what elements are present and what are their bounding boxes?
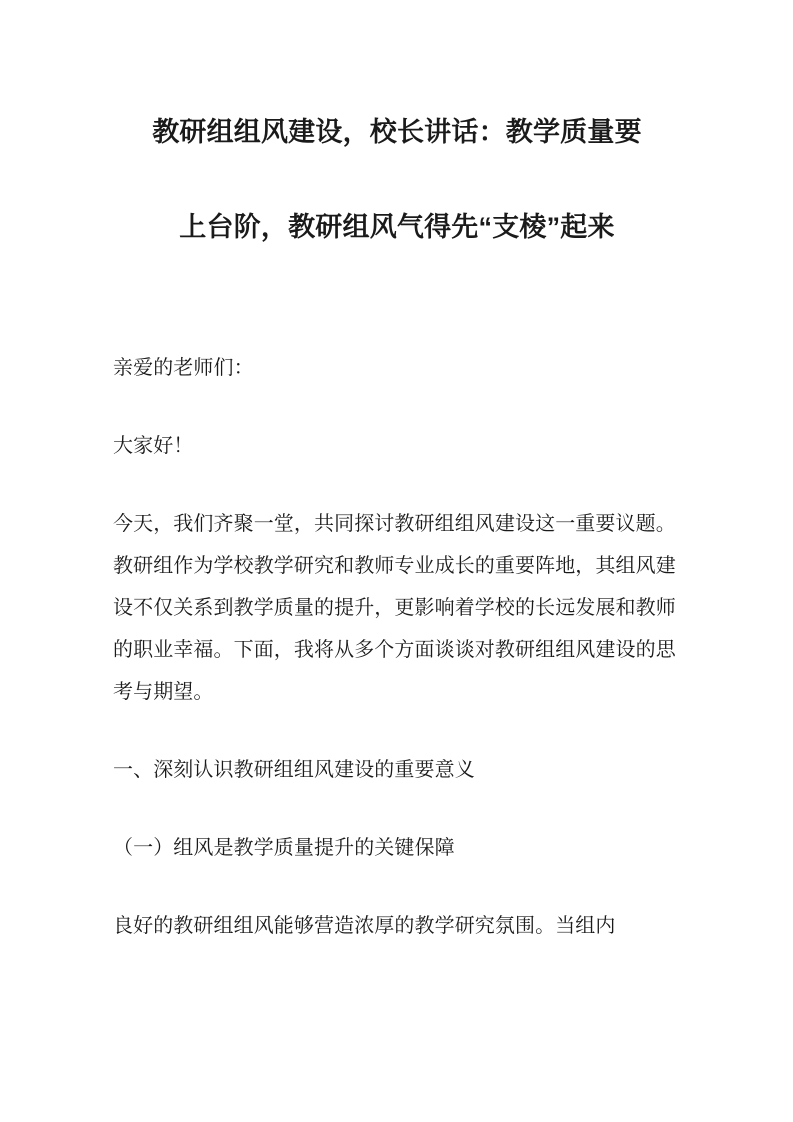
page-title-line-2: 上台阶，教研组风气得先“支棱”起来: [179, 212, 615, 242]
document-body: [113, 347, 681, 947]
page-title: [113, 85, 681, 275]
salutation-paragraph: 亲爱的老师们：: [113, 357, 254, 379]
section-heading-one: 一、深刻认识教研组组风建设的重要意义: [113, 759, 475, 781]
intro-paragraph: 今天，我们齐聚一堂，共同探讨教研组组风建设这一重要议题。教研组作为学校教学研究和教师专业成长的重要阵地，其组风建设不仅关系到教学质量的提升，更影响着学校的长远发展和教师的职业幸福。下面，我将从多个方面谈谈对教研组组风建设的思考与期望。: [113, 513, 676, 703]
document-content: [113, 0, 681, 947]
greeting-paragraph: 大家好！: [113, 435, 194, 457]
section-body-paragraph-one: 良好的教研组组风能够营造浓厚的教学研究氛围。当组内: [113, 915, 616, 937]
title-top-spacer: [113, 0, 681, 85]
page-title-line-1: 教研组组风建设，校长讲话：教学质量要: [152, 117, 642, 147]
subsection-heading-one: （一）组风是教学质量提升的关键保障: [113, 837, 455, 859]
